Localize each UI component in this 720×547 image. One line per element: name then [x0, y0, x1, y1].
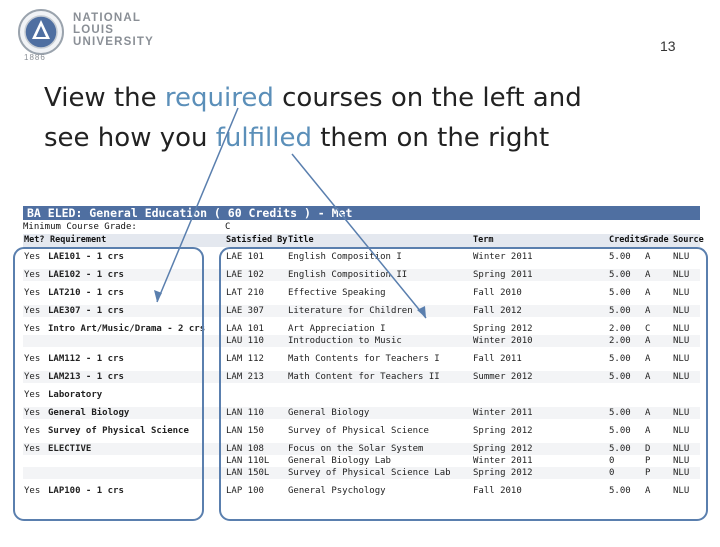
arrow-required-line	[157, 108, 238, 302]
col-term: Term	[473, 235, 494, 245]
cell-source: NLU	[673, 354, 690, 364]
cell-grade: A	[645, 486, 651, 496]
cell-met: Yes	[24, 324, 41, 334]
cell-met: Yes	[24, 270, 41, 280]
heading-line-2: see how you fulfilled them on the right	[44, 123, 550, 153]
cell-credits: 2.00	[609, 336, 631, 346]
highlight-fulfilled: fulfilled	[215, 123, 312, 153]
cell-met: Yes	[24, 354, 41, 364]
cell-met: Yes	[24, 408, 41, 418]
col-title: Title	[288, 235, 314, 245]
cell-source: NLU	[673, 456, 690, 466]
heading-line-1: View the required courses on the left and	[44, 83, 582, 113]
col-requirement: Requirement	[50, 235, 107, 245]
fulfilled-courses-outline	[220, 248, 707, 520]
cell-met: Yes	[24, 390, 41, 400]
cell-credits: 5.00	[609, 372, 631, 382]
cell-grade: A	[645, 354, 651, 364]
cell-sat: LAE 307	[226, 306, 264, 316]
cell-title: English Composition II	[288, 270, 408, 280]
cell-sat: LAM 112	[226, 354, 264, 364]
cell-sat: LAN 108	[226, 444, 264, 454]
cell-source: NLU	[673, 372, 690, 382]
cell-credits: 5.00	[609, 444, 631, 454]
cell-req: LAE101 - 1 crs	[48, 252, 124, 262]
cell-credits: 5.00	[609, 486, 631, 496]
cell-title: Art Appreciation I	[288, 324, 386, 334]
cell-title: Introduction to Music	[288, 336, 402, 346]
cell-sat: LAE 101	[226, 252, 264, 262]
cell-source: NLU	[673, 270, 690, 280]
cell-sat: LAM 213	[226, 372, 264, 382]
cell-source: NLU	[673, 468, 690, 478]
cell-req: LAE307 - 1 crs	[48, 306, 124, 316]
cell-req: Survey of Physical Science	[48, 426, 189, 436]
cell-req: ELECTIVE	[48, 444, 92, 454]
cell-sat: LAE 102	[226, 270, 264, 280]
logo-year: 1886	[24, 53, 46, 62]
cell-source: NLU	[673, 288, 690, 298]
cell-sat: LAN 110	[226, 408, 264, 418]
cell-grade: A	[645, 288, 651, 298]
cell-term: Fall 2012	[473, 306, 522, 316]
cell-term: Summer 2012	[473, 372, 533, 382]
cell-source: NLU	[673, 306, 690, 316]
cell-source: NLU	[673, 408, 690, 418]
cell-source: NLU	[673, 336, 690, 346]
cell-req: LAP100 - 1 crs	[48, 486, 124, 496]
cell-req: Laboratory	[48, 390, 103, 400]
cell-credits: 5.00	[609, 270, 631, 280]
cell-req: LAT210 - 1 crs	[48, 288, 124, 298]
cell-title: Literature for Children	[288, 306, 413, 316]
cell-term: Winter 2011	[473, 252, 533, 262]
col-grade: Grade	[643, 235, 669, 245]
cell-sat: LAN 150L	[226, 468, 270, 478]
cell-title: Survey of Physical Science Lab	[288, 468, 451, 478]
cell-grade: A	[645, 270, 651, 280]
page-number: 13	[660, 38, 676, 54]
cell-req: LAM112 - 1 crs	[48, 354, 124, 364]
cell-credits: 0	[609, 468, 615, 478]
cell-title: Math Contents for Teachers I	[288, 354, 440, 364]
col-satisfied-by: Satisfied By	[226, 235, 288, 245]
cell-met: Yes	[24, 306, 41, 316]
cell-source: NLU	[673, 444, 690, 454]
cell-req: LAM213 - 1 crs	[48, 372, 124, 382]
cell-grade: A	[645, 252, 651, 262]
cell-credits: 5.00	[609, 252, 631, 262]
cell-credits: 2.00	[609, 324, 631, 334]
cell-sat: LAU 110	[226, 336, 264, 346]
cell-grade: A	[645, 426, 651, 436]
cell-grade: C	[645, 324, 651, 334]
cell-grade: A	[645, 336, 651, 346]
cell-term: Spring 2012	[473, 468, 533, 478]
cell-met: Yes	[24, 252, 41, 262]
cell-sat: LAT 210	[226, 288, 264, 298]
cell-credits: 5.00	[609, 354, 631, 364]
cell-term: Winter 2011	[473, 456, 533, 466]
cell-term: Winter 2011	[473, 408, 533, 418]
cell-title: General Biology Lab	[288, 456, 391, 466]
cell-title: General Psychology	[288, 486, 386, 496]
col-credits: Credits	[609, 235, 645, 245]
cell-term: Fall 2010	[473, 288, 522, 298]
cell-sat: LAP 100	[226, 486, 264, 496]
cell-credits: 0	[609, 456, 615, 466]
col-source: Source	[673, 235, 704, 245]
cell-sat: LAN 150	[226, 426, 264, 436]
cell-grade: P	[645, 468, 651, 478]
logo-line-1: NATIONAL	[73, 12, 142, 24]
cell-met: Yes	[24, 486, 41, 496]
cell-source: NLU	[673, 252, 690, 262]
cell-sat: LAN 110L	[226, 456, 270, 466]
cell-title: General Biology	[288, 408, 370, 418]
cell-met: Yes	[24, 444, 41, 454]
cell-title: Survey of Physical Science	[288, 426, 429, 436]
cell-met: Yes	[24, 372, 41, 382]
cell-credits: 5.00	[609, 306, 631, 316]
min-grade-value: C	[225, 222, 231, 232]
logo-line-3: UNIVERSITY	[73, 36, 155, 48]
cell-term: Fall 2011	[473, 354, 522, 364]
cell-source: NLU	[673, 324, 690, 334]
cell-title: Math Content for Teachers II	[288, 372, 440, 382]
cell-req: Intro Art/Music/Drama - 2 crs	[48, 324, 206, 334]
cell-term: Spring 2012	[473, 426, 533, 436]
cell-term: Fall 2010	[473, 486, 522, 496]
cell-met: Yes	[24, 426, 41, 436]
required-courses-outline	[14, 248, 203, 520]
cell-title: English Composition I	[288, 252, 402, 262]
min-grade-label: Minimum Course Grade:	[23, 222, 137, 232]
cell-source: NLU	[673, 426, 690, 436]
cell-grade: D	[645, 444, 651, 454]
cell-source: NLU	[673, 486, 690, 496]
cell-credits: 5.00	[609, 426, 631, 436]
cell-met: Yes	[24, 288, 41, 298]
cell-term: Spring 2012	[473, 324, 533, 334]
cell-req: General Biology	[48, 408, 130, 418]
cell-grade: A	[645, 306, 651, 316]
logo-line-2: LOUIS	[73, 24, 115, 36]
cell-title: Focus on the Solar System	[288, 444, 424, 454]
cell-credits: 5.00	[609, 408, 631, 418]
cell-title: Effective Speaking	[288, 288, 386, 298]
cell-req: LAE102 - 1 crs	[48, 270, 124, 280]
cell-grade: P	[645, 456, 651, 466]
highlight-required: required	[164, 83, 274, 113]
col-met: Met?	[24, 235, 45, 245]
cell-term: Spring 2012	[473, 444, 533, 454]
cell-grade: A	[645, 408, 651, 418]
report-title-bar: BA ELED: General Education ( 60 Credits ) - Met	[23, 206, 700, 220]
cell-credits: 5.00	[609, 288, 631, 298]
cell-sat: LAA 101	[226, 324, 264, 334]
cell-term: Spring 2011	[473, 270, 533, 280]
cell-grade: A	[645, 372, 651, 382]
arrow-fulfilled-line	[292, 154, 426, 318]
cell-term: Winter 2010	[473, 336, 533, 346]
